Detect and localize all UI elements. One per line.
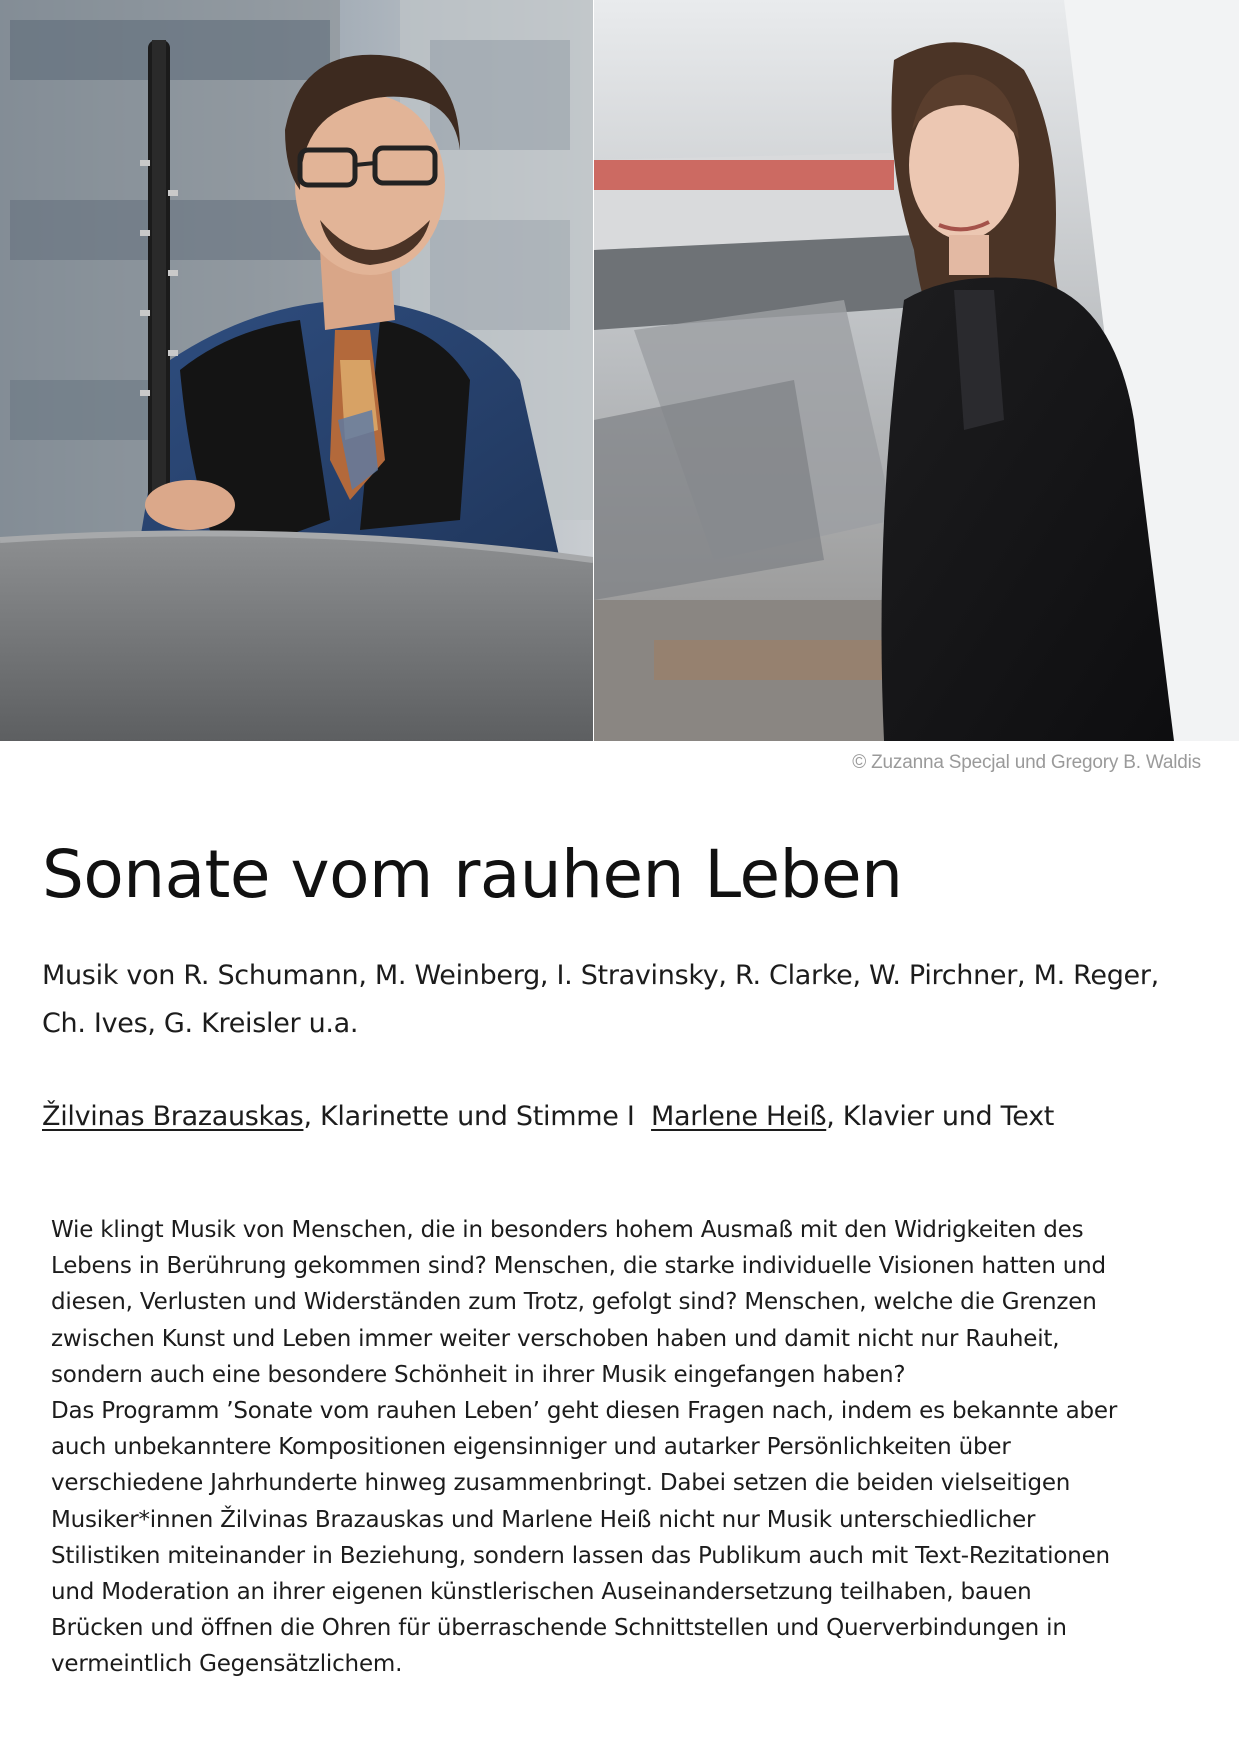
description-line: vermeintlich Gegensätzlichem. — [51, 1651, 403, 1678]
description-line: sondern auch eine besondere Schönheit in ihrer Musik eingefangen haben? — [51, 1361, 906, 1388]
description-line: Musiker*innen Žilvinas Brazauskas und Marlene Heiß nicht nur Musik unterschiedlicher — [51, 1506, 1036, 1533]
performer1-role: , Klarinette und Stimme I — [303, 1101, 652, 1132]
description-line: zwischen Kunst und Leben immer weiter verschoben haben und damit nicht nur Rauheit, — [51, 1325, 1060, 1352]
header-photos — [0, 0, 1239, 741]
description-line: Das Programm ’Sonate vom rauhen Leben’ geht diesen Fragen nach, indem es bekannte aber — [51, 1398, 1118, 1425]
page-title: Sonate vom rauhen Leben — [42, 836, 903, 913]
description-line: und Moderation an ihrer eigenen künstlerischen Auseinandersetzung teilhaben, bauen — [51, 1579, 1032, 1606]
composers-text: Musik von R. Schumann, M. Weinberg, I. Stravinsky, R. Clarke, W. Pirchner, M. Reger, Ch. Ives, G. Kreisler u.a. — [42, 960, 1159, 1039]
description-line: Wie klingt Musik von Menschen, die in besonders hohem Ausmaß mit den Widrigkeiten des — [51, 1217, 1084, 1243]
program-description — [51, 1212, 1201, 1683]
description-line: diesen, Verlusten und Widerständen zum Trotz, gefolgt sind? Menschen, welche die Grenzen — [51, 1289, 1097, 1316]
performer2-role: , Klavier und Text — [826, 1101, 1055, 1132]
description-line: Lebens in Berührung gekommen sind? Menschen, die starke individuelle Visionen hatten und — [51, 1253, 1106, 1280]
pianist-photo — [594, 0, 1239, 741]
performers-line — [42, 1099, 1054, 1135]
clarinettist-photo — [0, 0, 593, 741]
performer2-link[interactable]: Marlene Heiß — [651, 1101, 827, 1132]
description-line: verschiedene Jahrhunderte hinweg zusammenbringt. Dabei setzen die beiden vielseitigen — [51, 1470, 1071, 1497]
description-line: Brücken und öffnen die Ohren für überraschende Schnittstellen und Querverbindungen in — [51, 1615, 1067, 1642]
performer1-link[interactable]: Žilvinas Brazauskas — [42, 1101, 304, 1132]
description-line: Stilistiken miteinander in Beziehung, sondern lassen das Publikum auch mit Text-Rezitationen — [51, 1542, 1110, 1569]
photo-credit: © Zuzanna Specjal und Gregory B. Waldis — [852, 752, 1201, 773]
description-line: auch unbekanntere Kompositionen eigensinniger und autarker Persönlichkeiten über — [51, 1434, 1011, 1461]
